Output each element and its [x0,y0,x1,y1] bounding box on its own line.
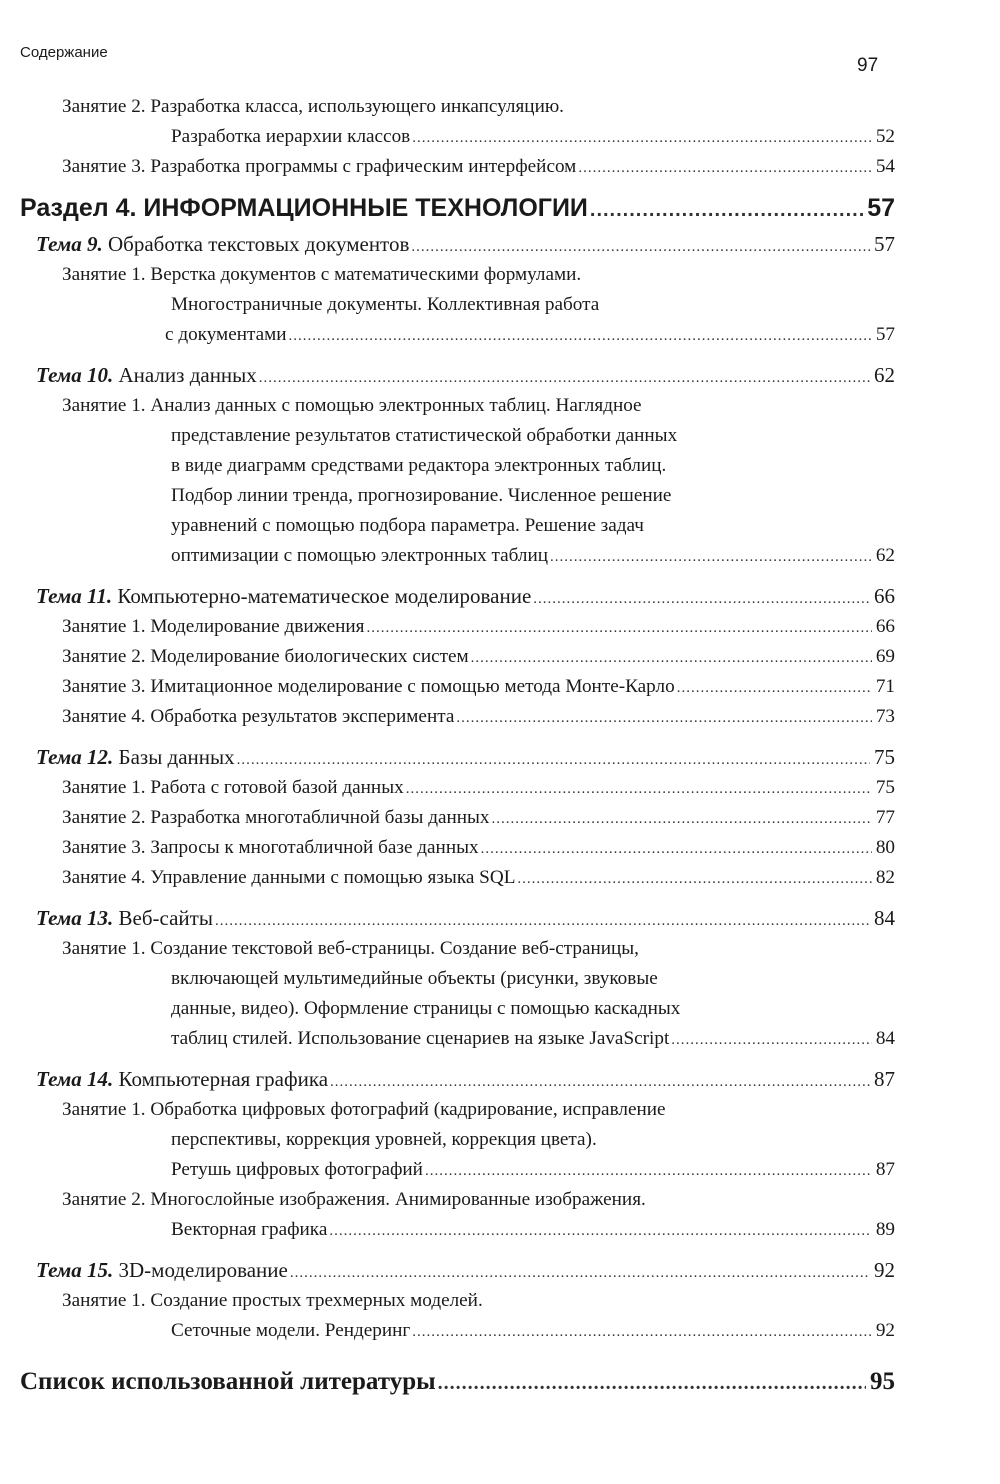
lesson-entry-cont: Подбор линии тренда, прогнозирование. Численное решение [171,485,672,506]
topic-entry[interactable]: Тема 12. Базы данных ..... 75 [36,741,895,773]
lesson-entry[interactable]: Занятие 1. Создание текстовой веб-страницы. Создание веб-страницы, [62,938,639,959]
leader-dots [289,321,872,350]
topic-heading [0,359,1000,391]
page-ref: 71 [875,676,895,697]
toc-line [0,863,1000,893]
topic-entry[interactable]: Тема 15. 3D-моделирование ..... 92 [36,1254,895,1286]
lesson-entry[interactable]: Занятие 2. Моделирование биологических систем ..... 69 [62,642,895,672]
toc-line [0,451,1000,481]
page-ref: 95 [870,1368,895,1395]
lesson-entry-cont[interactable]: Разработка иерархии классов ..... 52 [171,122,895,152]
toc-line [0,964,1000,994]
lesson-entry-cont: включающей мультимедийные объекты (рисунки, звуковые [171,968,658,989]
topic-heading [0,1254,1000,1286]
lesson-entry-cont: перспективы, коррекция уровней, коррекция цвета). [171,1129,597,1150]
page-ref: 82 [875,867,895,888]
leader-dots [406,774,872,803]
lesson-entry-cont: данные, видео). Оформление страницы с помощью каскадных [171,998,681,1019]
toc-line [0,1316,1000,1346]
table-of-contents [0,92,1000,1402]
toc-line [0,481,1000,511]
lesson-entry[interactable]: Занятие 1. Верстка документов с математическими формулами. [62,264,582,285]
page-ref: 57 [867,194,895,222]
page-ref: 69 [875,646,895,667]
lesson-entry[interactable]: Занятие 2. Разработка многотабличной базы данных ..... 77 [62,803,895,833]
toc-line [0,260,1000,290]
toc-line [0,290,1000,320]
leader-dots [492,804,872,833]
leader-dots [259,362,870,391]
topic-heading [0,902,1000,934]
leader-dots [550,542,872,571]
topic-entry[interactable]: Тема 14. Компьютерная графика ..... 87 [36,1063,895,1095]
bibliography-entry[interactable]: Список использованной литературы ..... 95 [20,1362,895,1402]
toc-line [0,1155,1000,1185]
toc-line [0,391,1000,421]
leader-dots [677,673,872,702]
topic-heading [0,1063,1000,1095]
toc-line [0,1286,1000,1316]
lesson-entry-cont[interactable]: Ретушь цифровых фотографий ..... 87 [171,1155,895,1185]
page-ref: 57 [874,232,895,256]
topic-heading [0,741,1000,773]
lesson-entry[interactable]: Занятие 2. Разработка класса, использующего инкапсуляцию. [62,96,564,117]
page-ref: 66 [875,616,895,637]
toc-line [0,541,1000,571]
leader-dots [330,1066,870,1095]
page-ref: 75 [874,745,895,769]
lesson-entry[interactable]: Занятие 1. Работа с готовой базой данных ..... 75 [62,773,895,803]
topic-entry[interactable]: Тема 10. Анализ данных ..... 62 [36,359,895,391]
toc-line [0,612,1000,642]
page-ref: 73 [875,706,895,727]
toc-line [0,672,1000,702]
toc-line [0,702,1000,732]
section-entry[interactable]: Раздел 4. ИНФОРМАЦИОННЫЕ ТЕХНОЛОГИИ ..... 57 [20,188,895,228]
toc-line [0,1095,1000,1125]
leader-dots [412,123,872,152]
lesson-entry-cont: Многостраничные документы. Коллективная работа [171,294,600,315]
lesson-entry-cont: в виде диаграмм средствами редактора электронных таблиц. [171,455,667,476]
lesson-entry[interactable]: Занятие 3. Имитационное моделирование с помощью метода Монте-Карло ..... 71 [62,672,895,702]
topic-heading [0,580,1000,612]
lesson-entry-cont[interactable]: с документами ..... 57 [165,320,895,350]
topic-entry[interactable]: Тема 13. Веб-сайты ..... 84 [36,902,895,934]
leader-dots [456,703,871,732]
lesson-entry[interactable]: Занятие 4. Обработка результатов эксперимента ..... 73 [62,702,895,732]
topic-heading [0,228,1000,260]
running-title: Содержание [20,44,108,61]
leader-dots [590,190,863,228]
lesson-entry-cont[interactable]: Векторная графика ..... 89 [171,1215,895,1245]
topic-entry[interactable]: Тема 11. Компьютерно-математическое моделирование ..... 66 [36,580,895,612]
page-ref: 77 [875,807,895,828]
leader-dots [517,864,871,893]
leader-dots [215,905,870,934]
page-ref: 62 [875,545,895,566]
page-ref: 92 [875,1320,895,1341]
leader-dots [533,583,870,612]
lesson-entry[interactable]: Занятие 3. Запросы к многотабличной базе данных ..... 80 [62,833,895,863]
leader-dots [425,1156,872,1185]
lesson-entry[interactable]: Занятие 1. Моделирование движения ..... 66 [62,612,895,642]
leader-dots [471,643,872,672]
toc-line [0,511,1000,541]
section-heading [0,188,1000,228]
toc-line [0,1024,1000,1054]
toc-line [0,152,1000,182]
toc-line [0,833,1000,863]
page-ref: 54 [875,156,895,177]
toc-line [0,934,1000,964]
page-ref: 52 [875,126,895,147]
toc-line [0,773,1000,803]
page-ref: 84 [875,1028,895,1049]
page-ref: 92 [874,1258,895,1282]
toc-line [0,1185,1000,1215]
lesson-entry-cont[interactable]: оптимизации с помощью электронных таблиц ..... 62 [171,541,895,571]
leader-dots [411,231,870,260]
page-ref: 84 [874,906,895,930]
toc-line [0,421,1000,451]
toc-line [0,1215,1000,1245]
lesson-entry[interactable]: Занятие 2. Многослойные изображения. Анимированные изображения. [62,1189,646,1210]
page-ref: 89 [875,1219,895,1240]
leader-dots [237,744,870,773]
lesson-entry[interactable]: Занятие 1. Обработка цифровых фотографий (кадрирование, исправление [62,1099,666,1120]
topic-entry[interactable]: Тема 9. Обработка текстовых документов ..... 57 [36,228,895,260]
page-ref: 87 [874,1067,895,1091]
toc-line [0,1125,1000,1155]
bibliography-heading [0,1362,1000,1402]
page-ref: 87 [875,1159,895,1180]
leader-dots [578,153,871,182]
lesson-entry-cont[interactable]: таблиц стилей. Использование сценариев на языке JavaScript ..... 84 [171,1024,895,1054]
leader-dots [481,834,872,863]
page-ref: 80 [875,837,895,858]
leader-dots [671,1025,872,1054]
lesson-entry-cont: уравнений с помощью подбора параметра. Решение задач [171,515,644,536]
toc-line [0,642,1000,672]
toc-line [0,803,1000,833]
toc-line [0,320,1000,350]
lesson-entry[interactable]: Занятие 4. Управление данными с помощью языка SQL ..... 82 [62,863,895,893]
leader-dots [366,613,871,642]
leader-dots [329,1216,871,1245]
toc-line [0,994,1000,1024]
lesson-entry[interactable]: Занятие 3. Разработка программы с графическим интерфейсом ..... 54 [62,152,895,182]
leader-dots [412,1317,872,1346]
toc-line [0,92,1000,122]
lesson-entry[interactable]: Занятие 1. Анализ данных с помощью электронных таблиц. Наглядное [62,395,642,416]
page-ref: 62 [874,363,895,387]
page-ref: 66 [874,584,895,608]
leader-dots [290,1257,870,1286]
toc-line [0,122,1000,152]
lesson-entry-cont: представление результатов статистической обработки данных [171,425,678,446]
page-ref: 57 [875,324,895,345]
lesson-entry-cont[interactable]: Сеточные модели. Рендеринг ..... 92 [171,1316,895,1346]
page-ref: 75 [875,777,895,798]
leader-dots [438,1363,866,1402]
lesson-entry[interactable]: Занятие 1. Создание простых трехмерных моделей. [62,1290,483,1311]
page-number: 97 [857,55,879,76]
